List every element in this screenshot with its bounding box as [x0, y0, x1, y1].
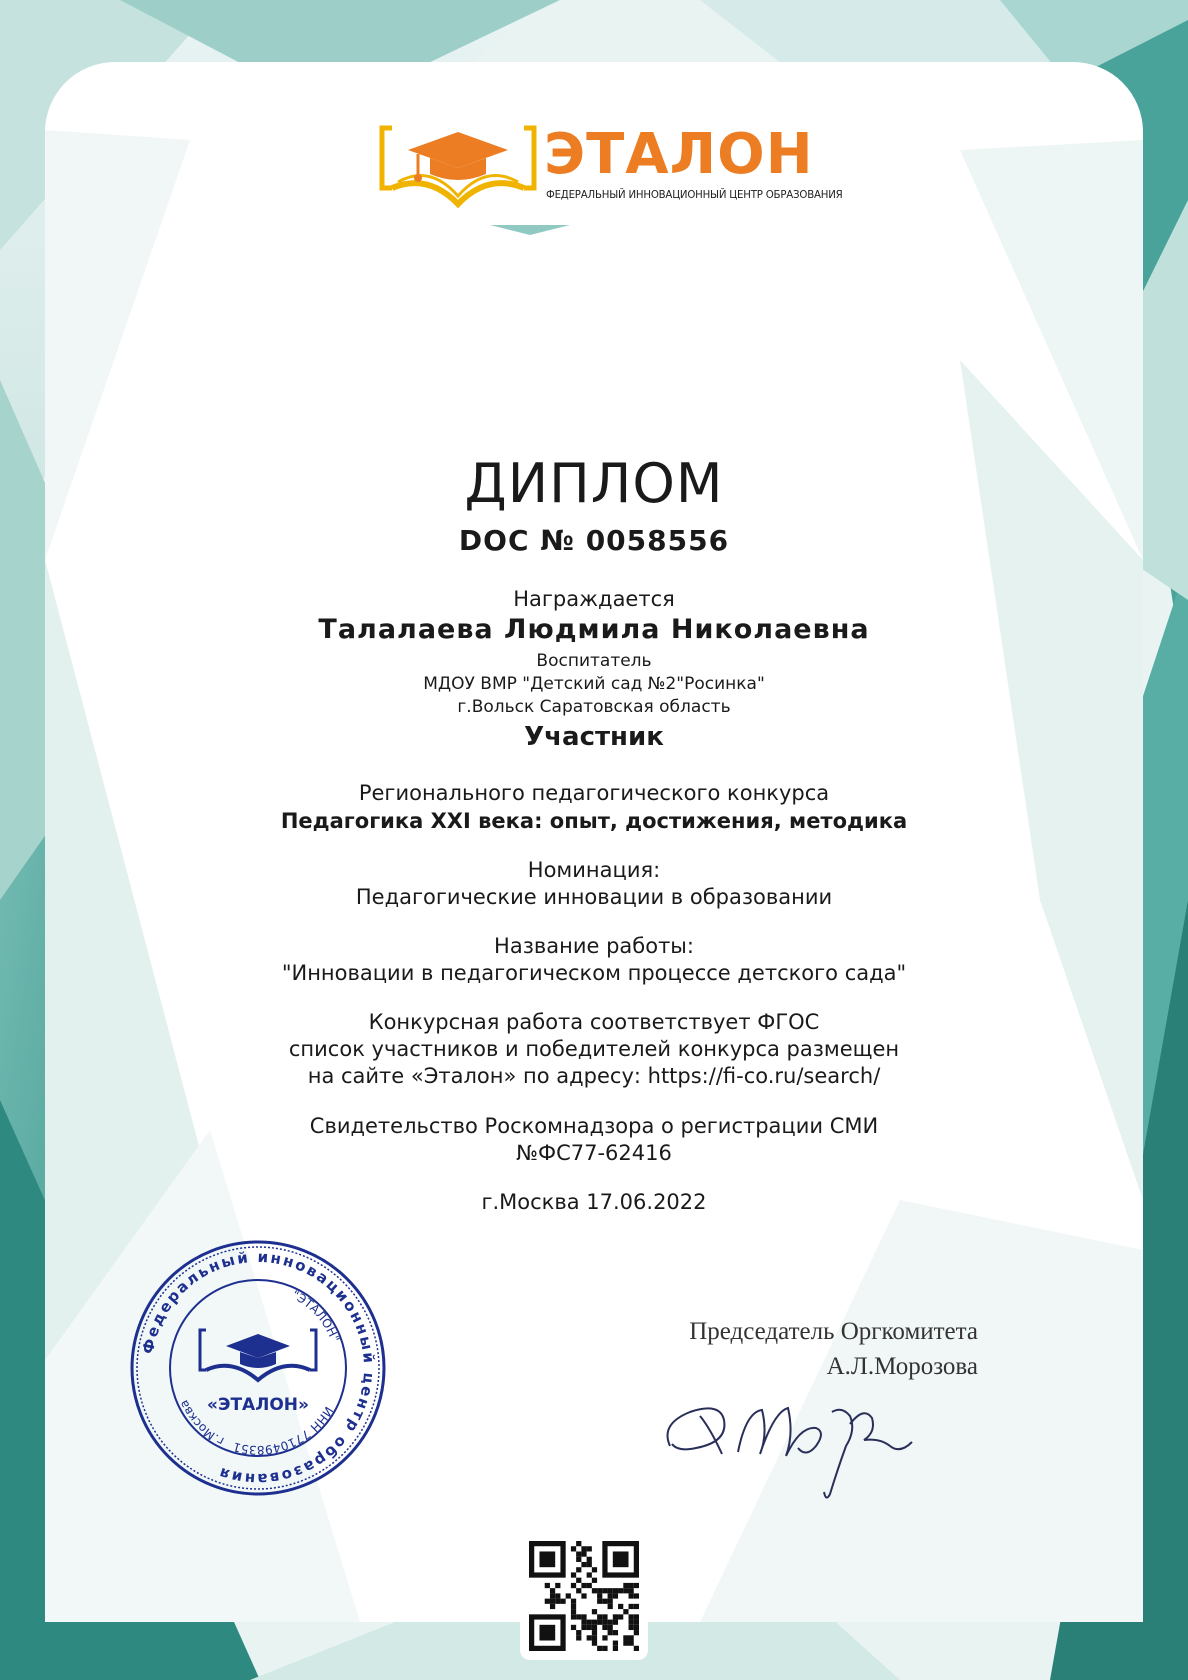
logo	[378, 118, 843, 218]
work-title: "Инновации в педагогическом процессе детского сада"	[281, 961, 907, 985]
stamp-inn-path: ИНН 7710498351	[231, 1404, 336, 1458]
stamp-ring-path: Федеральный инновационный центр образования	[138, 1247, 379, 1489]
graduation-cap-book-logo-icon	[378, 118, 538, 218]
note-line-3: на сайте «Эталон» по адресу: https://fi-co.ru/search/	[307, 1064, 881, 1088]
media-line-1: Свидетельство Роскомнадзора о регистрации СМИ	[309, 1114, 879, 1138]
place-date: г.Москва 17.06.2022	[481, 1190, 707, 1214]
stamp-graduation-cap-icon	[200, 1330, 316, 1380]
award-status: Участник	[524, 722, 664, 752]
stamp-city-path: г.Москва	[176, 1397, 227, 1449]
logo-name: ЭТАЛОН	[544, 122, 814, 187]
note-line-2: список участников и победителей конкурса размещен	[288, 1037, 900, 1061]
stamp-center-name: «ЭТАЛОН»	[207, 1395, 309, 1415]
recipient-position: Воспитатель	[536, 651, 652, 671]
note-line-1: Конкурсная работа соответствует ФГОС	[368, 1010, 820, 1034]
contest-label: Регионального педагогического конкурса	[358, 781, 830, 805]
recipient-location: г.Вольск Саратовская область	[457, 697, 731, 717]
contest-name: Педагогика XXI века: опыт, достижения, методика	[280, 809, 908, 833]
awarded-label: Награждается	[513, 587, 675, 611]
signature-role: Председатель Оргкомитета	[689, 1318, 978, 1345]
qr-code-frame	[520, 1532, 648, 1660]
stamp-inner-name-path: "ЭТАЛОН"	[289, 1287, 343, 1344]
handwritten-signature	[650, 1376, 930, 1506]
diploma-title: ДИПЛОМ	[464, 452, 724, 515]
official-stamp	[128, 1238, 388, 1498]
recipient-organization: МДОУ ВМР "Детский сад №2"Росинка"	[423, 674, 765, 694]
media-line-2: №ФС77-62416	[516, 1141, 672, 1165]
nomination-value: Педагогические инновации в образовании	[355, 885, 833, 909]
document-number: DOC № 0058556	[458, 524, 730, 557]
nomination-label: Номинация:	[527, 858, 661, 882]
recipient-name: Талалаева Людмила Николаевна	[318, 614, 870, 645]
work-label: Название работы:	[494, 934, 694, 958]
qr-code	[529, 1541, 639, 1651]
signature-name: А.Л.Морозова	[826, 1353, 978, 1380]
logo-subtitle: ФЕДЕРАЛЬНЫЙ ИННОВАЦИОННЫЙ ЦЕНТР ОБРАЗОВАНИЯ	[546, 190, 843, 201]
